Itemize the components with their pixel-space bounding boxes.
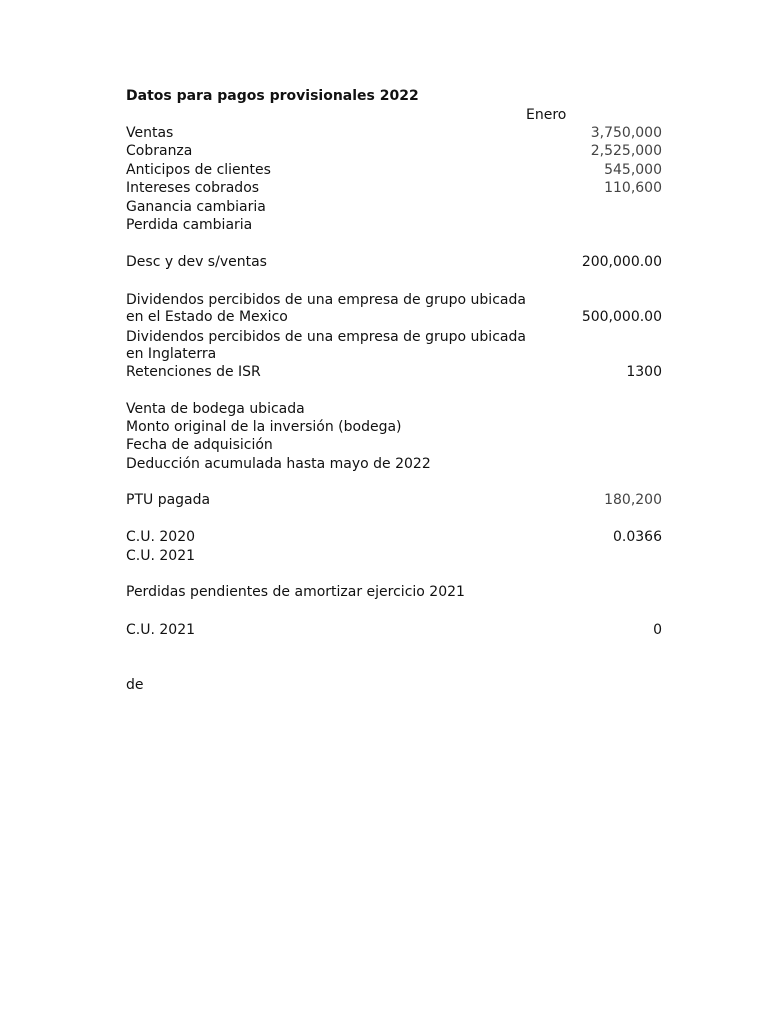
row-div-mexico-line1: Dividendos percibidos de una empresa de grupo ubicada: [126, 292, 526, 308]
row-div-mexico-value: 500,000.00: [581, 309, 662, 325]
row-div-inglaterra-line2: en Inglaterra: [126, 346, 217, 362]
row-cu2021-label: C.U. 2021: [126, 548, 196, 564]
row-monto-original-label: Monto original de la inversión (bodega): [126, 419, 402, 435]
row-cobranza-label: Cobranza: [126, 143, 193, 159]
row-cu2020-label: C.U. 2020: [126, 529, 196, 545]
row-retenciones-label: Retenciones de ISR: [126, 364, 261, 380]
row-perdida-label: Perdida cambiaria: [126, 217, 253, 233]
row-desc-value: 200,000.00: [581, 254, 662, 270]
row-venta-bodega-label: Venta de bodega ubicada: [126, 401, 305, 417]
row-anticipos-label: Anticipos de clientes: [126, 162, 271, 178]
row-intereses-value: 110,600: [604, 180, 662, 196]
row-retenciones-value: 1300: [626, 364, 662, 380]
row-ptu-value: 180,200: [604, 492, 662, 508]
row-ventas-label: Ventas: [126, 125, 174, 141]
column-header-enero: Enero: [526, 107, 567, 123]
row-cobranza-value: 2,525,000: [590, 143, 662, 159]
row-ventas-value: 3,750,000: [590, 125, 662, 141]
row-anticipos-value: 545,000: [604, 162, 662, 178]
row-desc-label: Desc y dev s/ventas: [126, 254, 267, 270]
footer-text: de: [126, 677, 144, 693]
document-title: Datos para pagos provisionales 2022: [126, 88, 419, 104]
row-cu2020-value: 0.0366: [613, 529, 662, 545]
row-cu2021-second-label: C.U. 2021: [126, 622, 196, 638]
row-ganancia-label: Ganancia cambiaria: [126, 199, 266, 215]
row-ptu-label: PTU pagada: [126, 492, 211, 508]
row-div-mexico-line2: en el Estado de Mexico: [126, 309, 288, 325]
row-div-inglaterra-line1: Dividendos percibidos de una empresa de grupo ubicada: [126, 329, 526, 345]
row-cu2021-second-value: 0: [653, 622, 662, 638]
row-perdidas-label: Perdidas pendientes de amortizar ejercicio 2021: [126, 584, 465, 600]
row-intereses-label: Intereses cobrados: [126, 180, 260, 196]
row-fecha-adquisicion-label: Fecha de adquisición: [126, 437, 273, 453]
row-deduccion-label: Deducción acumulada hasta mayo de 2022: [126, 456, 431, 472]
